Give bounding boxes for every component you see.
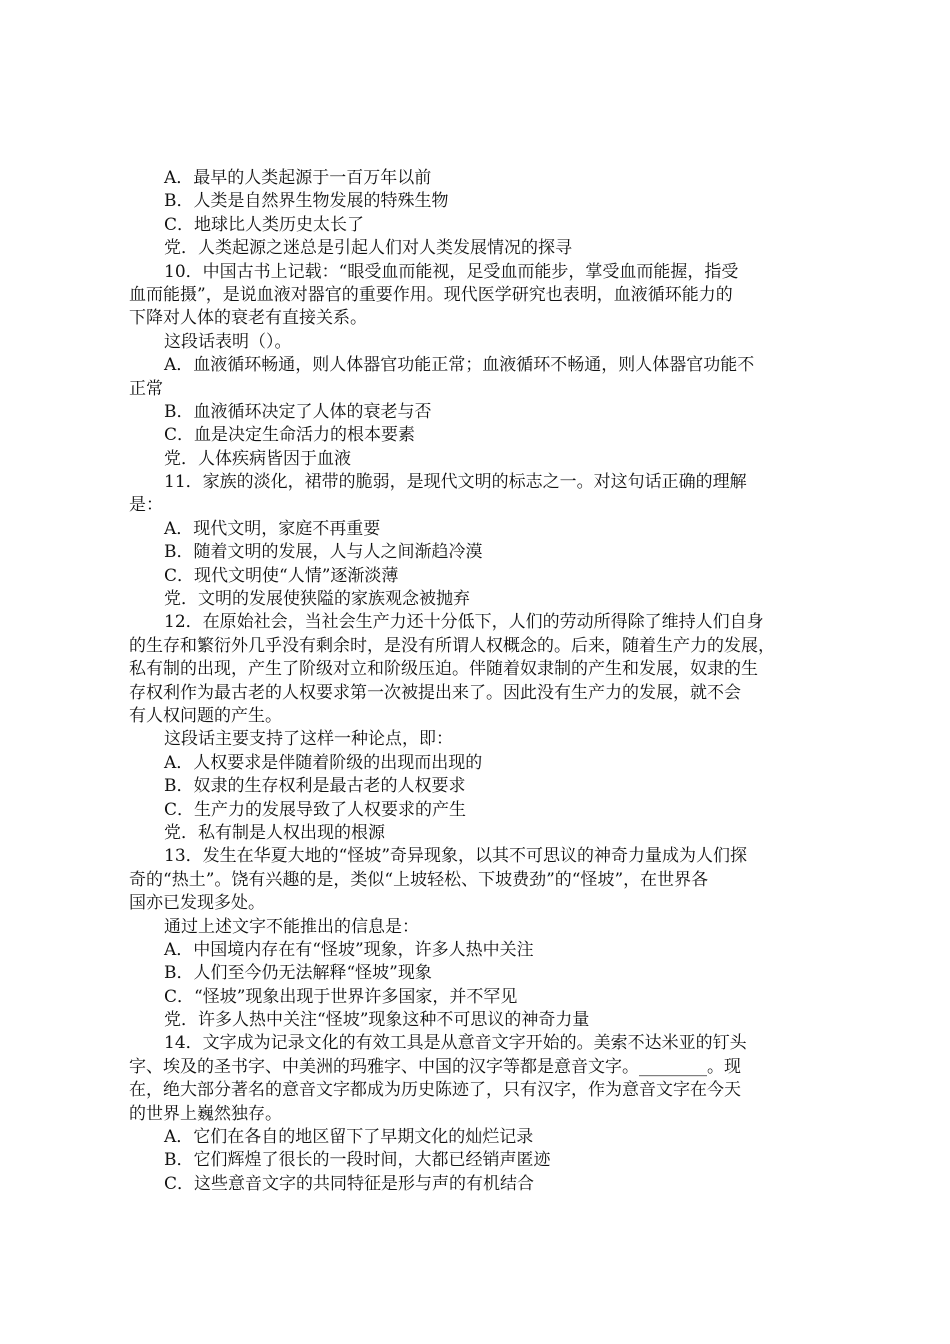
text-line: A．血液循环畅通，则人体器官功能正常；血液循环不畅通，则人体器官功能不 <box>164 355 755 376</box>
text-line: 的世界上巍然独存。 <box>129 1103 282 1124</box>
text-line: C．“怪坡”现象出现于世界许多国家，并不罕见 <box>164 986 518 1007</box>
text-line: A．人权要求是伴随着阶级的出现而出现的 <box>164 752 483 773</box>
document-body <box>129 167 834 1196</box>
text-line: 下降对人体的衰老有直接关系。 <box>129 308 367 329</box>
text-line: C．血是决定生命活力的根本要素 <box>164 425 416 446</box>
text-line: 是： <box>129 495 163 516</box>
text-line: 14．文字成为记录文化的有效工具是从意音文字开始的。美索不达米亚的钉头 <box>164 1033 747 1054</box>
text-line: B．奴隶的生存权利是最古老的人权要求 <box>164 776 466 797</box>
text-line: B．人类是自然界生物发展的特殊生物 <box>164 191 449 212</box>
text-line: B．人们至今仍无法解释“怪坡”现象 <box>164 963 432 984</box>
text-line: C．现代文明使“人情”逐渐淡薄 <box>164 565 399 586</box>
text-line: 字、埃及的圣书字、中美洲的玛雅字、中国的汉字等都是意音文字。________。现 <box>129 1056 741 1077</box>
text-line: 党．人体疾病皆因于血液 <box>164 448 351 469</box>
text-line: 通过上述文字不能推出的信息是： <box>164 916 419 937</box>
text-line: 11．家族的淡化，裙带的脆弱，是现代文明的标志之一。对这句话正确的理解 <box>164 472 747 493</box>
text-line: 血而能摄”，是说血液对器官的重要作用。现代医学研究也表明，血液循环能力的 <box>129 284 733 305</box>
text-line: 奇的“热土”。饶有兴趣的是，类似“上坡轻松、下坡费劲”的“怪坡”，在世界各 <box>129 869 709 890</box>
text-line: A．中国境内存在有“怪坡”现象，许多人热中关注 <box>164 939 534 960</box>
text-line: 党．许多人热中关注“怪坡”现象这种不可思议的神奇力量 <box>164 1010 590 1031</box>
text-line: 13．发生在华夏大地的“怪坡”奇异现象，以其不可思议的神奇力量成为人们探 <box>164 846 748 867</box>
text-line: 正常 <box>129 378 163 399</box>
text-line: C．这些意音文字的共同特征是形与声的有机结合 <box>164 1173 535 1194</box>
text-line: A．它们在各自的地区留下了早期文化的灿烂记录 <box>164 1127 534 1148</box>
text-line: C．生产力的发展导致了人权要求的产生 <box>164 799 467 820</box>
text-line: 这段话表明（）。 <box>164 331 292 352</box>
text-line: 的生存和繁衍外几乎没有剩余时，是没有所谓人权概念的。后来，随着生产力的发展， <box>129 635 775 656</box>
text-line: 党．私有制是人权出现的根源 <box>164 822 385 843</box>
text-line: C．地球比人类历史太长了 <box>164 214 365 235</box>
text-line: 存权利作为最古老的人权要求第一次被提出来了。因此没有生产力的发展，就不会 <box>129 682 741 703</box>
text-line: 国亦已发现多处。 <box>129 893 265 914</box>
text-line: B．它们辉煌了很长的一段时间，大都已经销声匿迹 <box>164 1150 551 1171</box>
text-line: 10．中国古书上记载：“眼受血而能视，足受血而能步，掌受血而能握，指受 <box>164 261 739 282</box>
text-line: B．血液循环决定了人体的衰老与否 <box>164 401 432 422</box>
text-line: 12．在原始社会，当社会生产力还十分低下，人们的劳动所得除了维持人们自身 <box>164 612 764 633</box>
text-line: 党．人类起源之迷总是引起人们对人类发展情况的探寻 <box>164 238 572 259</box>
text-line: A．最早的人类起源于一百万年以前 <box>164 168 432 188</box>
text-line: 这段话主要支持了这样一种论点，即： <box>164 729 453 750</box>
text-line: B．随着文明的发展，人与人之间渐趋冷漠 <box>164 542 483 563</box>
text-line: 私有制的出现，产生了阶级对立和阶级压迫。伴随着奴隶制的产生和发展，奴隶的生 <box>129 659 758 680</box>
text-line: 有人权问题的产生。 <box>129 705 282 726</box>
text-line: 在，绝大部分著名的意音文字都成为历史陈迹了，只有汉字，作为意音文字在今天 <box>129 1080 741 1101</box>
text-line: A．现代文明，家庭不再重要 <box>164 518 381 539</box>
text-line: 党．文明的发展使狭隘的家族观念被抛弃 <box>164 589 470 610</box>
